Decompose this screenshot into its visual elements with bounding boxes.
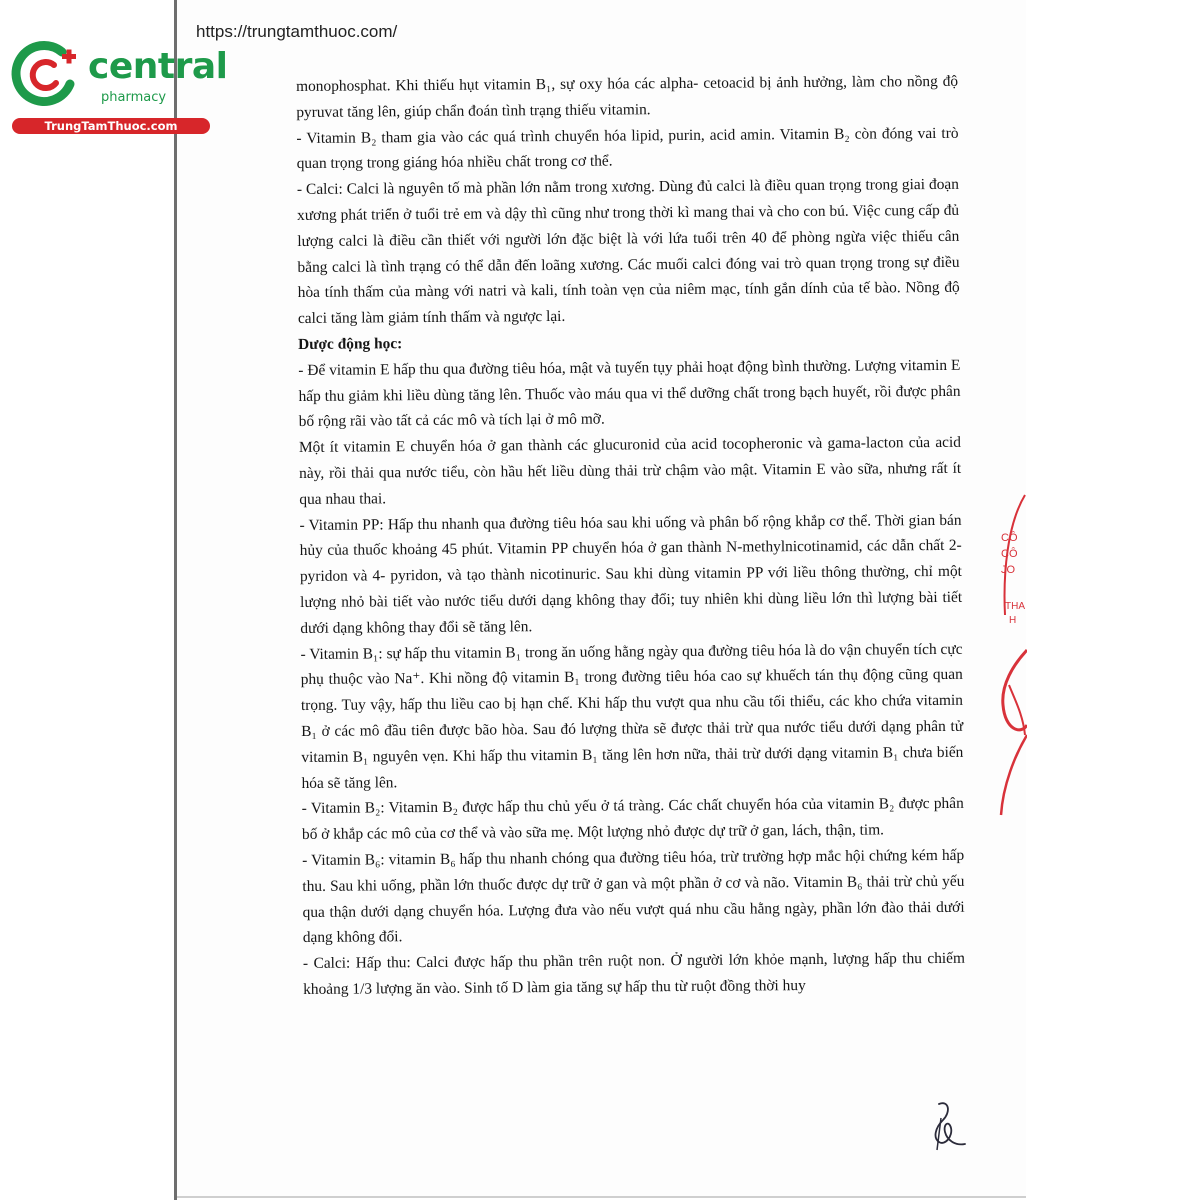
logo-mark-icon <box>10 38 82 110</box>
stamp-text: THA <box>1005 601 1025 612</box>
paragraph: - Vitamin B₂: Vitamin B₂ được hấp thu chủ yếu ở tá tràng. Các chất chuyển hóa của vitamin B₂ được phân bố ở khắp các mô của cơ thể và vào sữa mẹ. Một lượng nhỏ được dự trữ ở gan, lách, thận, tim. <box>301 795 964 844</box>
red-stamp <box>995 485 1027 825</box>
source-url: https://trungtamthuoc.com/ <box>196 22 398 41</box>
document-body <box>296 69 965 1003</box>
stamp-text: CÔ <box>1001 548 1018 560</box>
stamp-text: JO <box>1001 564 1016 576</box>
section-heading: Dược động học: <box>298 335 403 353</box>
logo-word: central <box>88 46 228 87</box>
logo-banner[interactable]: TrungTamThuoc.com <box>12 118 210 134</box>
paragraph: Một ít vitamin E chuyển hóa ở gan thành các glucuronid của acid tocopheronic và gama-lacton của acid này, rồi thải qua nước tiểu, còn hầu hết liều dùng thải trừ chậm vào mật. Vitamin E vào sữa, nhưng rất ít qua nhau thai. <box>298 433 962 508</box>
paragraph: - Vitamin PP: Hấp thu nhanh qua đường tiêu hóa sau khi uống và phân bố rộng khắp cơ thể. Thời gian bán hủy của thuốc khoảng 45 phút. Vitamin PP chuyển hóa ở gan thành N-methylnicotinamid, các dẫn chất 2-pyridon và 4- pyridon, và tạo thành nicotinuric. Sau khi dùng vitamin PP với liều thông thường, chỉ một lượng nhỏ bài tiết vào nước tiểu dưới dạng không thay đổi; tuy nhiên khi dùng liều lớn thì lượng bài tiết dưới dạng không thay đổi sẽ tăng lên. <box>299 511 963 637</box>
paragraph: - Calci: Hấp thu: Calci được hấp thu phần trên ruột non. Ở người lớn khỏe mạnh, lượng hấp thu chiếm khoảng 1/3 lượng ăn vào. Sinh tố D làm gia tăng sự hấp thu từ ruột đồng thời huy <box>302 949 966 998</box>
stamp-text: CÔ <box>1001 532 1018 544</box>
signature-icon <box>925 1098 971 1154</box>
paragraph: - Vitamin B₆: vitamin B₆ hấp thu nhanh chóng qua đường tiêu hóa, trừ trường hợp mắc hội chứng kém hấp thu. Sau khi uống, phần lớn thuốc được dự trữ ở gan và một phần ở cơ và não. Vitamin B₆ thải trừ chủ yếu qua thận dưới dạng chuyển hóa. Lượng đưa vào nếu vượt quá nhu cầu hằng ngày, phần lớn đào thải dưới dạng không đổi. <box>302 846 965 947</box>
logo-subtitle: pharmacy <box>101 90 167 105</box>
paragraph: - Vitamin B₁: sự hấp thu vitamin B₁ trong ăn uống hằng ngày qua đường tiêu hóa là do vận chuyển tích cực phụ thuộc vào Na⁺. Khi nồng độ vitamin B₁ trong đường tiêu hóa cao sự khuếch tán thụ động cũng quan trọng. Tuy vậy, hấp thu liều cao bị hạn chế. Khi hấp thu vượt qua nhu cầu tối thiểu, các kho chứa vitamin B₁ ở các mô đầu tiên được bão hòa. Sau đó lượng thừa sẽ được thải trừ qua nước tiểu dưới dạng phân tử vitamin B₁ nguyên vẹn. Khi hấp thu vitamin B₁ tăng lên hơn nữa, thải trừ dưới dạng vitamin B₁ chưa biến hóa sẽ tăng lên. <box>300 640 964 792</box>
paragraph: - Calci: Calci là nguyên tố mà phần lớn nằm trong xương. Dùng đủ calci là điều quan trọng trong giai đoạn xương phát triển ở tuổi trẻ em và dậy thì cũng như trong thời kì mang thai và cho con bú. Việc cung cấp đủ lượng calci là điều cần thiết với người lớn đặc biệt là với lứa tuổi trên 40 để phòng ngừa việc thiếu cân bằng calci là tình trạng có thể dẫn đến loãng xương. Các muối calci đóng vai trò quan trọng trong sự điều hòa tính thấm của màng với natri và kali, tính toàn vẹn của niêm mạc, tính gắn dính của tế bào. Nồng độ calci tăng làm giảm tính thấm và ngược lại. <box>296 175 960 328</box>
stamp-icon <box>995 485 1027 825</box>
paragraph: monophosphat. Khi thiếu hụt vitamin B₁, sự oxy hóa các alpha- cetoacid bị ảnh hưởng, làm cho nồng độ pyruvat tăng lên, giúp chẩn đoán tình trạng thiếu vitamin. <box>296 72 959 121</box>
stamp-text: H <box>1009 615 1017 626</box>
central-pharmacy-logo <box>10 38 228 138</box>
paragraph: - Để vitamin E hấp thu qua đường tiêu hóa, mật và tuyến tụy phải hoạt động bình thường. Lượng vitamin E hấp thu giảm khi liều dùng tăng lên. Thuốc vào máu qua vi thể dưỡng chất trong bạch huyết, rồi được phân bố rộng rãi vào tất cả các mô và tích lại ở mô mỡ. <box>298 356 961 431</box>
paragraph: - Vitamin B₂ tham gia vào các quá trình chuyển hóa lipid, purin, acid amin. Vitamin B₂ còn đóng vai trò quan trọng trong giáng hóa nhiều chất trong cơ thể. <box>296 124 959 173</box>
